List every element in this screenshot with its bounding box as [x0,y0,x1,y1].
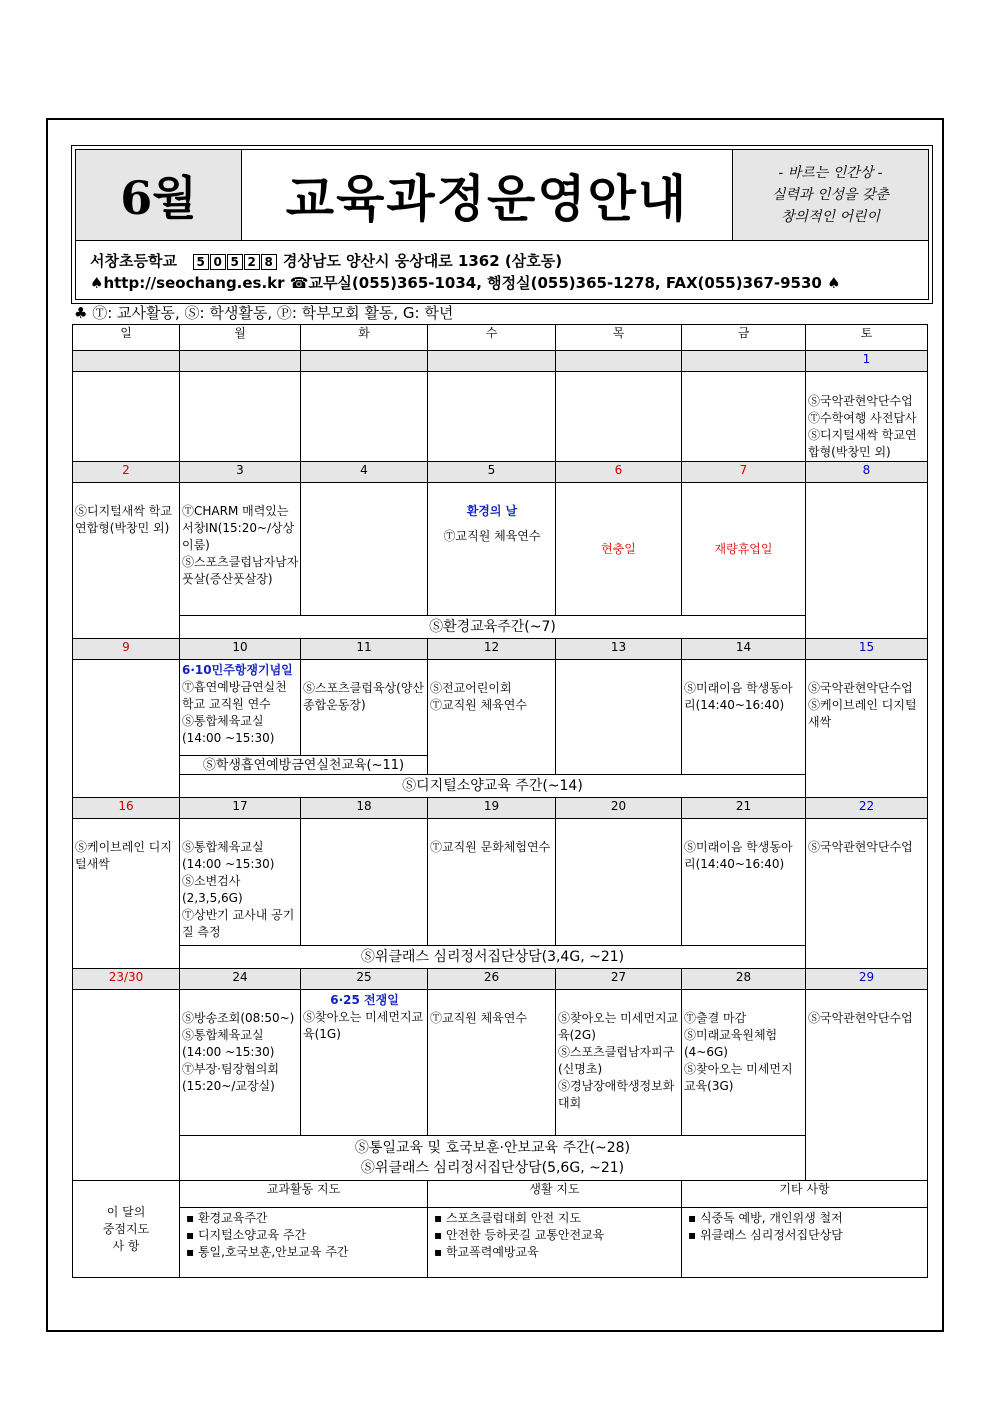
event: Ⓢ국악관현악단수업 [808,681,913,695]
day-cell [180,660,301,756]
day-cell [556,990,682,1136]
date-number: 10 [180,639,301,660]
range-event: Ⓢ환경교육주간(~7) [180,616,806,639]
range-event-line: Ⓢ위클래스 심리정서집단상담(5,6G, ~21) [360,1160,625,1176]
date-row [73,969,928,990]
date-number: 8 [806,462,928,483]
summary-header [73,1181,928,1208]
summary-item: ▪ 디지털소양교육 주간 [186,1227,421,1244]
month-label: 6월 [76,150,242,241]
day-cell [806,819,928,969]
holiday-label: 재량휴업일 [682,483,806,616]
summary-heading: 교과활동 지도 [180,1181,428,1208]
date-number: 11 [301,639,428,660]
date-row [73,351,928,372]
event: Ⓢ국악관현악단수업 [808,394,913,408]
date-number: 12 [428,639,556,660]
motto-line: 실력과 인성을 갖춘 [771,187,890,203]
school-motto [733,150,928,241]
day-cell [556,819,682,946]
event: Ⓢ통합체육교실 (14:00 ~15:30) [182,840,275,871]
address-text: 경상남도 양산시 웅상대로 1362 (삼호동) [282,252,563,270]
zip-digit: 5 [193,254,209,270]
event: Ⓢ케이브레인 디지털새싹 [808,698,917,729]
date-number: 16 [73,798,180,819]
summary-column [428,1208,682,1278]
event: Ⓢ디지털새싹 학교연합형(박창민 외) [75,504,172,535]
date-number: 28 [682,969,806,990]
date-number: 24 [180,969,301,990]
range-event [180,1136,806,1181]
week-row [73,483,928,616]
summary-label [73,1181,180,1278]
school-name: 서창초등학교 [90,252,177,270]
summary-column [682,1208,928,1278]
date-number: 1 [806,351,928,372]
event: Ⓢ찾아오는 미세먼지교육(3G) [684,1062,793,1093]
event: Ⓢ소변검사 (2,3,5,6G) [182,874,243,905]
date-number: 7 [682,462,806,483]
event: Ⓢ국악관현악단수업 [808,1011,913,1025]
day-cell [301,660,428,756]
date-number: 14 [682,639,806,660]
date-number: 25 [301,969,428,990]
range-row [73,1136,928,1181]
week-row [73,990,928,1136]
day-cell [73,990,180,1181]
event: Ⓢ미래이음 학생동아리(14:40~16:40) [684,681,793,712]
date-number: 13 [556,639,682,660]
range-event: Ⓢ학생흡연예방금연실천교육(~11) [180,756,428,775]
date-number: 26 [428,969,556,990]
event: Ⓢ찾아오는 미세먼지교육(1G) [303,1010,424,1041]
day-cell [301,483,428,616]
date-number: 17 [180,798,301,819]
date-number: 21 [682,798,806,819]
range-event: Ⓢ위클래스 심리정서집단상담(3,4G, ~21) [180,946,806,969]
weekday: 목 [556,325,682,351]
summary-item: ▪ 통일,호국보훈,안보교육 주간 [186,1244,421,1261]
summary-item: ▪ 식중독 예방, 개인위생 철저 [688,1210,921,1227]
event: Ⓣ교직원 체육연수 [430,698,527,712]
legend: ♣ Ⓣ: 교사활동, Ⓢ: 학생활동, Ⓟ: 학부모회 활동, G: 학년 [74,304,454,322]
day-cell [806,990,928,1181]
day-title: 6·10민주항쟁기념일 [182,663,293,677]
day-cell [806,483,928,639]
event: Ⓢ경남장애학생정보화대회 [558,1079,675,1110]
day-cell [806,372,928,462]
event: Ⓣ흡연예방금연실천 학교 교직원 연수 [182,680,287,711]
contact-line: ♠http://seochang.es.kr ☎교무실(055)365-1034, 행정실(055)365-1278, FAX(055)367-9530 ♠ [90,274,841,292]
day-cell [806,660,928,798]
date-row [73,639,928,660]
day-cell [301,990,428,1136]
week-row [73,819,928,946]
summary-label-line: 이 달의 [106,1204,146,1219]
event: Ⓢ스포츠클럽남자남자풋살(증산풋살장) [182,555,299,586]
date-number: 27 [556,969,682,990]
date-number: 3 [180,462,301,483]
zip-digit: 8 [261,254,277,270]
summary-item: ▪ 안전한 등하굣길 교통안전교육 [434,1227,675,1244]
day-cell [682,990,806,1136]
summary-heading: 기타 사항 [682,1181,928,1208]
day-cell [682,660,806,775]
event: Ⓢ찾아오는 미세먼지교육(2G) [558,1011,679,1042]
event: Ⓢ스포츠클럽육상(양산종합운동장) [303,681,425,712]
date-number: 4 [301,462,428,483]
day-cell [301,819,428,946]
day-cell [180,990,301,1136]
weekday: 화 [301,325,428,351]
event: Ⓢ스포츠클럽남자피구(신명초) [558,1045,675,1076]
summary-heading: 생활 지도 [428,1181,682,1208]
motto-line: 창의적인 어린이 [780,209,881,225]
event: Ⓢ통합체육교실 (14:00 ~15:30) [182,1028,275,1059]
range-row [73,946,928,969]
weekday: 토 [806,325,928,351]
date-number: 5 [428,462,556,483]
event: Ⓢ방송조회(08:50~) [182,1011,295,1025]
weekday: 월 [180,325,301,351]
date-number: 20 [556,798,682,819]
day-title: 6·25 전쟁일 [330,993,399,1007]
zip-digit: 2 [244,254,260,270]
day-title: 환경의 날 [466,504,518,518]
day-cell [73,483,180,639]
summary-label-line: 사 항 [112,1238,140,1253]
date-number: 22 [806,798,928,819]
day-cell [428,819,556,946]
summary-item: ▪ 환경교육주간 [186,1210,421,1227]
day-cell [428,483,556,616]
range-row [73,616,928,639]
event: Ⓢ케이브레인 디지털새싹 [75,840,172,871]
weekday-header [73,325,928,351]
event: Ⓢ디지털새싹 학교연합형(박창민 외) [808,428,917,459]
week-row [73,660,928,756]
page-title: 교육과정운영안내 [242,150,733,241]
motto-line: - 바르는 인간상 - [778,165,883,181]
week-row [73,372,928,462]
range-event-line: Ⓢ통일교육 및 호국보훈·안보교육 주간(~28) [354,1140,631,1156]
weekday: 수 [428,325,556,351]
school-address [90,250,841,294]
weekday: 일 [73,325,180,351]
day-cell [428,660,556,775]
day-cell [556,660,682,775]
day-cell [180,819,301,946]
event: Ⓣ교직원 문화체험연수 [430,840,551,854]
range-event: Ⓢ디지털소양교육 주간(~14) [180,775,806,798]
summary-label-line: 중점지도 [102,1221,150,1236]
weekday: 금 [682,325,806,351]
event: Ⓣ출결 마감 [684,1011,747,1025]
summary-column [180,1208,428,1278]
event: Ⓣ수학여행 사전답사 [808,411,917,425]
event: Ⓣ상반기 교사내 공기질 측정 [182,908,295,939]
event: Ⓣ부장·팀장협의회 (15:20~/교장실) [182,1062,279,1093]
zip-digit: 0 [210,254,226,270]
header-box [71,145,933,304]
event: Ⓢ전교어린이회 [430,681,512,695]
event: Ⓣ교직원 체육연수 [430,1011,527,1025]
date-number: 6 [556,462,682,483]
day-cell [180,483,301,616]
summary-item: ▪ 스포츠클럽대회 안전 지도 [434,1210,675,1227]
event: Ⓣ교직원 체육연수 [443,529,541,543]
event: Ⓢ국악관현악단수업 [808,840,913,854]
calendar-table [72,324,928,1278]
date-number: 18 [301,798,428,819]
date-number: 19 [428,798,556,819]
day-cell [428,990,556,1136]
holiday-label: 현충일 [556,483,682,616]
event: Ⓢ통합체육교실 (14:00 ~15:30) [182,714,275,745]
day-cell [682,819,806,946]
summary-item: ▪ 학교폭력예방교육 [434,1244,675,1261]
range-row [73,775,928,798]
event: Ⓢ미래이음 학생동아리(14:40~16:40) [684,840,793,871]
summary-item: ▪ 위클래스 심리정서집단상담 [688,1227,921,1244]
date-row [73,798,928,819]
event: Ⓢ미래교육원체험(4~6G) [684,1028,778,1059]
date-number: 9 [73,639,180,660]
date-row [73,462,928,483]
day-cell [73,819,180,969]
date-number: 29 [806,969,928,990]
event: ⓉCHARM 매력있는 서창IN(15:20~/상상이룸) [182,504,295,552]
date-number: 2 [73,462,180,483]
date-number: 23/30 [73,969,180,990]
summary-body [73,1208,928,1278]
date-number: 15 [806,639,928,660]
zip-digit: 5 [227,254,243,270]
day-cell [73,660,180,798]
